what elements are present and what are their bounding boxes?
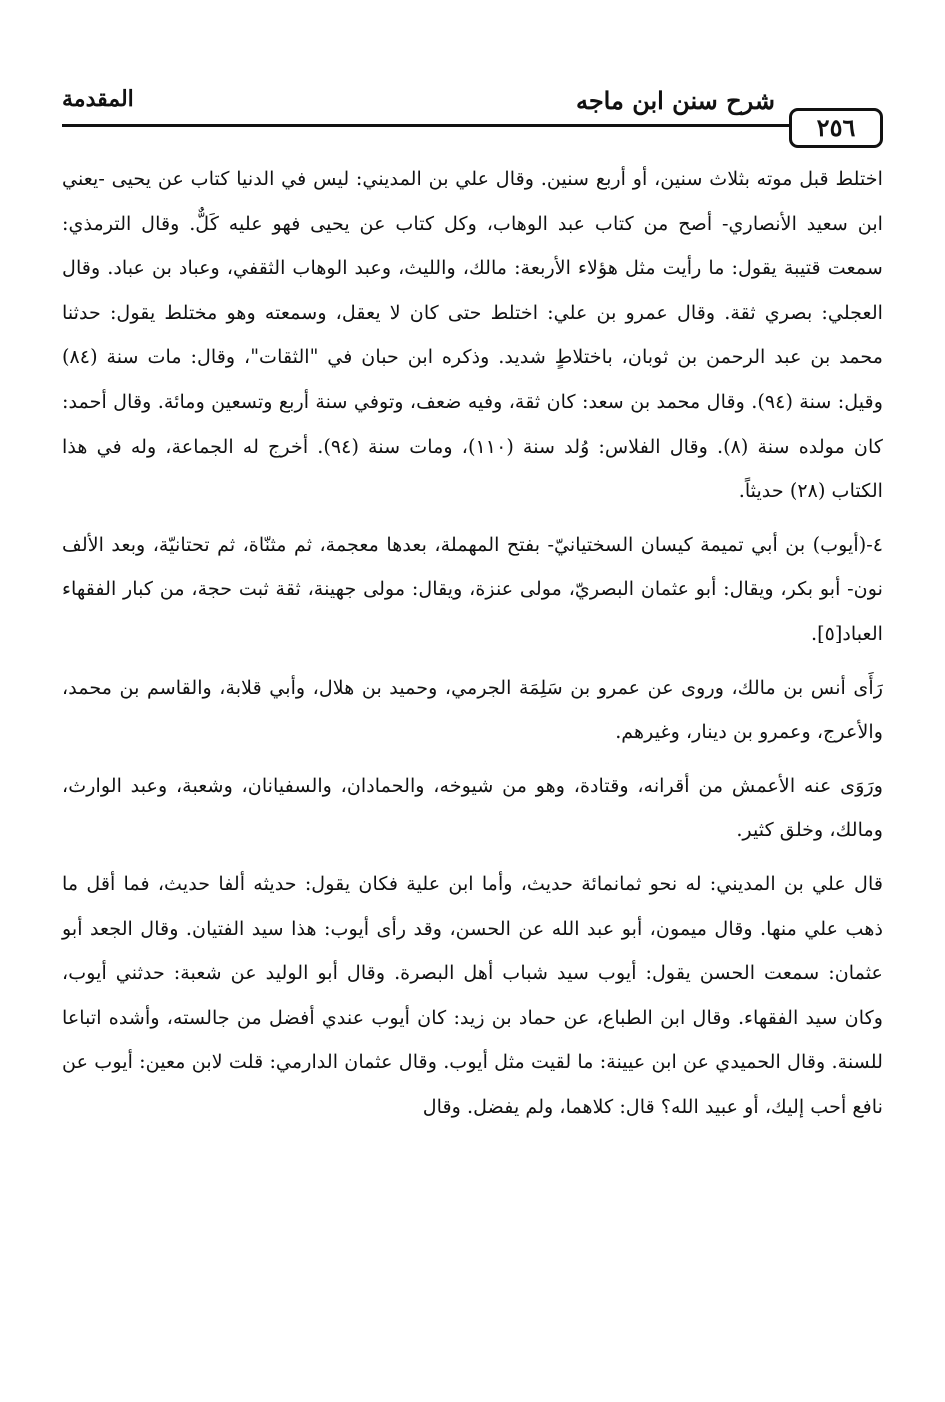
paragraph-ayyub-teachers: رَأَى أنس بن مالك، وروى عن عمرو بن سَلِمَة الجرمي، وحميد بن هلال، وأبي قلابة، والقاسم بن محمد، والأعرج، وعمرو بن دينار، وغيرهم. bbox=[62, 675, 883, 744]
header-rule bbox=[62, 124, 883, 127]
section-title: المقدمة bbox=[62, 86, 134, 112]
paragraph-ayyub-biography: ٤-(أيوب) بن أبي تميمة كيسان السختيانيّ- بفتح المهملة، بعدها معجمة، ثم مثنّاة، ثم تحتانيّة، وبعد الألف نون- أبو بكر، ويقال: أبو عثمان البصريّ، مولى عنزة، ويقال: مولى جهينة، ثقة ثبت حجة، من كبار الفقهاء العباد[٥]. bbox=[62, 532, 883, 645]
page-number-badge: ٢٥٦ bbox=[789, 108, 883, 148]
page-body bbox=[62, 157, 883, 1129]
paragraph-previous-narrator: اختلط قبل موته بثلاث سنين، أو أربع سنين. وقال علي بن المديني: ليس في الدنيا كتاب عن يحيى -يعني ابن سعيد الأنصاري- أصح من كتاب عبد الوهاب، وكل كتاب عن يحيى فهو عليه كَلٌّ. وقال الترمذي: سمعت قتيبة يقول: ما رأيت مثل هؤلاء الأربعة: مالك، والليث، وعبد الوهاب الثقفي، وعباد بن عباد. وقال العجلي: بصري ثقة. وقال عمرو بن علي: اختلط حتى كان لا يعقل، وسمعته وهو مختلط يقول: حدثنا محمد بن عبد الرحمن بن ثوبان، باختلاطٍ شديد. وذكره ابن حبان في "الثقات"، وقال: مات سنة (٨٤) وقيل: سنة (٩٤). وقال محمد بن سعد: كان ثقة، وفيه ضعف، وتوفي سنة أربع وتسعين ومائة. وقال أحمد: كان مولده سنة (٨). وقال الفلاس: وُلد سنة (١١٠)، ومات سنة (٩٤). أخرج له الجماعة، وله في هذا الكتاب (٢٨) حديثاً. bbox=[62, 167, 884, 503]
book-title: شرح سنن ابن ماجه bbox=[575, 86, 775, 115]
paragraph-ayyub-praise: قال علي بن المديني: له نحو ثمانمائة حديث، وأما ابن علية فكان يقول: حديثه ألفا حديث، فما أقل ما ذهب علي منها. وقال ميمون، أبو عبد الله عن الحسن، وقد رأى أيوب: هذا سيد الفتيان. وقال الجعد أبو عثمان: سمعت الحسن يقول: أيوب سيد شباب أهل البصرة. وقال أبو الوليد عن شعبة: حدثني أيوب، وكان سيد الفقهاء. وقال ابن الطباع، عن حماد بن زيد: كان أيوب عندي أفضل من جالسته، وأشده اتباعا للسنة. وقال الحميدي عن ابن عيينة: ما لقيت مثل أيوب. وقال عثمان الدارمي: قلت لابن معين: أيوب عن نافع أحب إليك، أو عبيد الله؟ قال: كلاهما، ولم يفضل. وقال bbox=[62, 871, 883, 1118]
paragraph-ayyub-students: ورَوَى عنه الأعمش من أقرانه، وقتادة، وهو من شيوخه، والحمادان، والسفيانان، وشعبة، وعبد الوارث، ومالك، وخلق كثير. bbox=[62, 773, 883, 842]
page-header bbox=[62, 80, 883, 146]
